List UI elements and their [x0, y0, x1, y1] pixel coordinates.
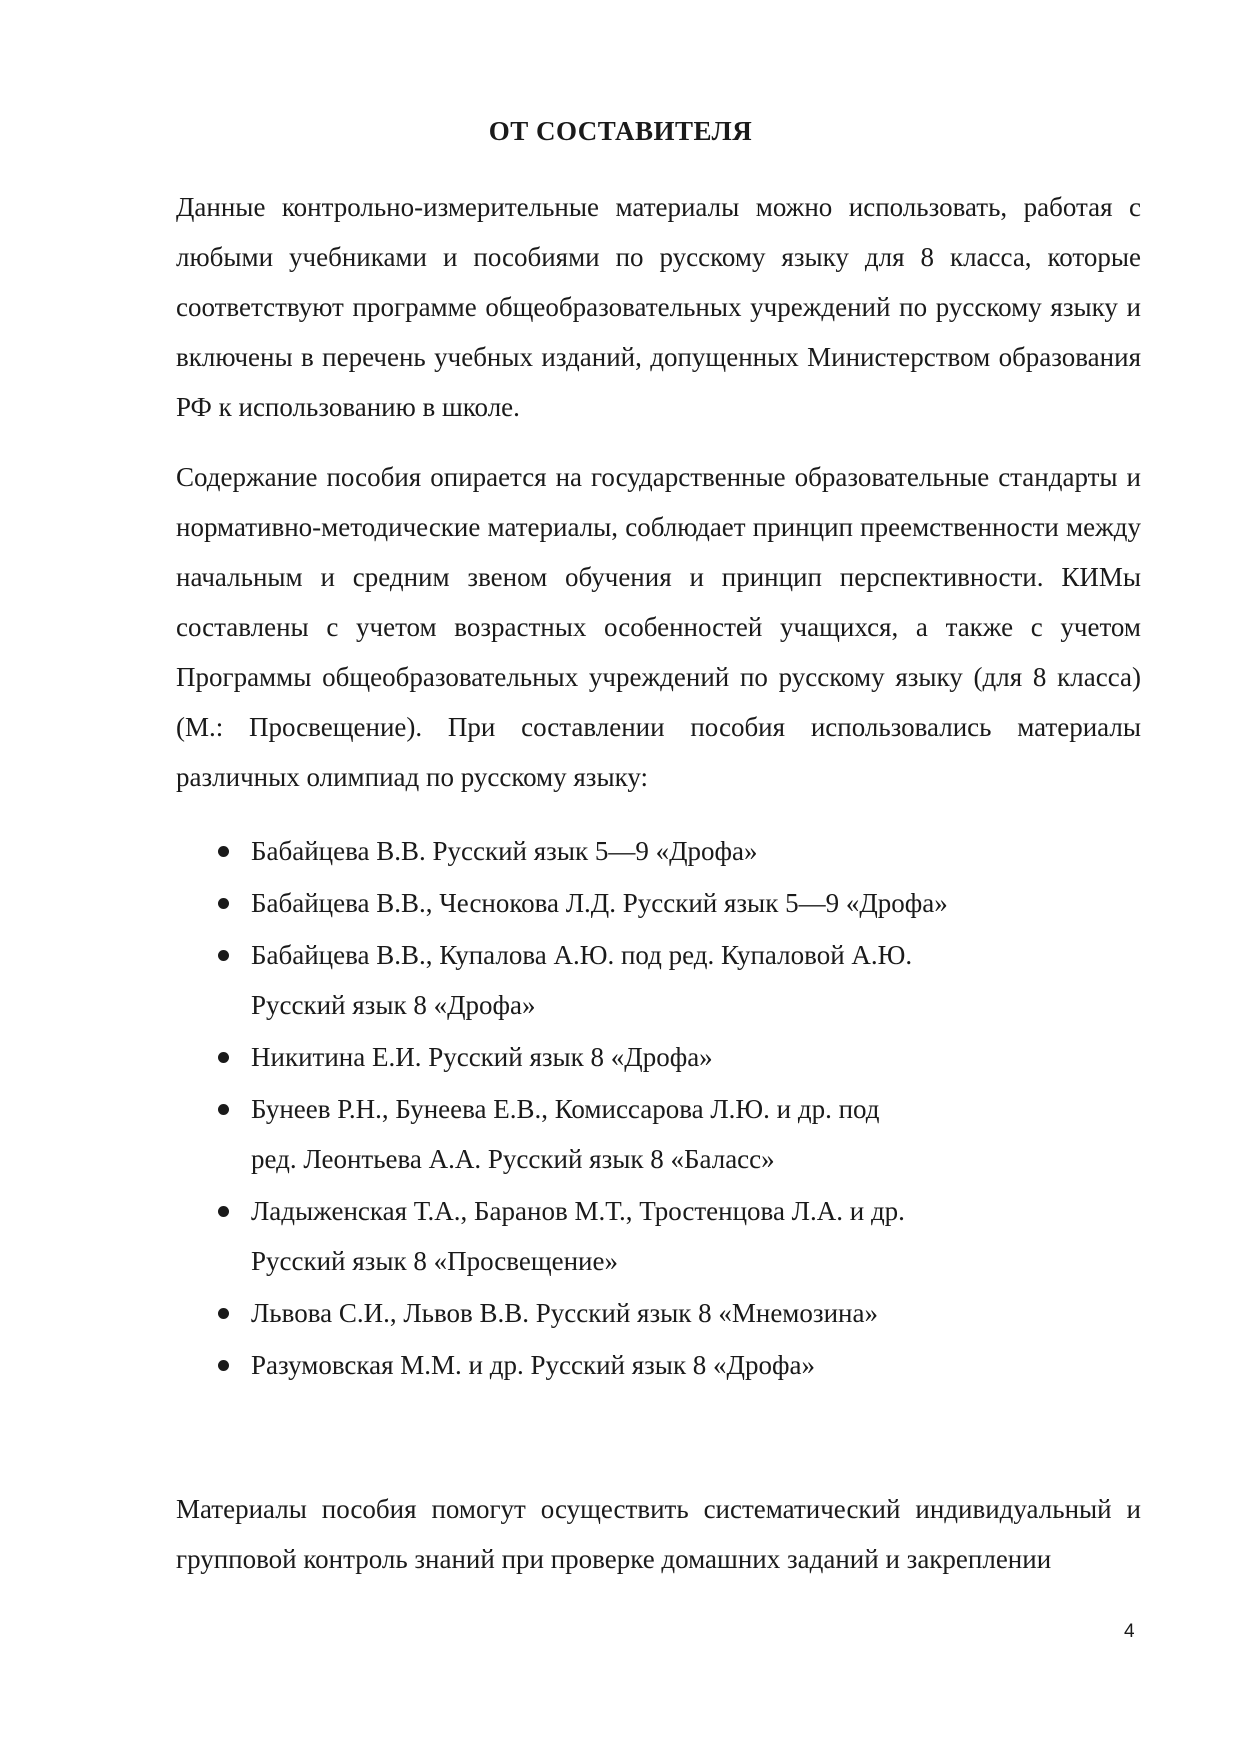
list-item-text-continued: Русский язык 8 «Просвещение» — [251, 1246, 618, 1276]
list-item — [176, 1032, 1076, 1082]
list-item — [176, 826, 1076, 876]
list-item-text-continued: ред. Леонтьева А.А. Русский язык 8 «Баласс» — [251, 1144, 775, 1174]
closing-paragraph: Материалы пособия помогут осуществить систематический индивидуальный и групповой контроль знаний при проверке домашних заданий и закреплении — [176, 1494, 1141, 1574]
page-number: 4 — [1124, 1621, 1135, 1642]
content-paragraph: Содержание пособия опирается на государственные образовательные стандарты и нормативно-методические материалы, соблюдает принцип преемственности между начальным и средним звеном обучения и принцип перспективности. КИМы составлены с учетом возрастных особенностей учащихся, а также с учетом Программы общеобразовательных учреждений по русскому языку (для 8 класса) (М.: Просвещение). При составлении пособия использовались материалы различных олимпиад по русскому языку: — [176, 462, 1141, 792]
textbook-list — [176, 826, 1076, 1392]
list-item-text: Львова С.И., Львов В.В. Русский язык 8 «Мнемозина» — [251, 1298, 878, 1328]
list-item — [176, 930, 1076, 1030]
list-item-text-continued: Русский язык 8 «Дрофа» — [251, 990, 536, 1020]
list-item-text: Бабайцева В.В., Купалова А.Ю. под ред. Купаловой А.Ю. — [251, 940, 913, 970]
list-item — [176, 1288, 1076, 1338]
list-item — [176, 1084, 1076, 1184]
list-item-text: Ладыженская Т.А., Баранов М.Т., Тростенцова Л.А. и др. — [251, 1196, 905, 1226]
bullet-icon — [218, 1104, 229, 1115]
list-item — [176, 878, 1076, 928]
list-item-text: Никитина Е.И. Русский язык 8 «Дрофа» — [251, 1042, 713, 1072]
page-title: ОТ СОСТАВИТЕЛЯ — [488, 116, 753, 146]
bullet-icon — [218, 1360, 229, 1371]
bullet-icon — [218, 950, 229, 961]
list-item-text: Бабайцева В.В., Чеснокова Л.Д. Русский язык 5—9 «Дрофа» — [251, 888, 948, 918]
bullet-icon — [218, 1206, 229, 1217]
bullet-icon — [218, 846, 229, 857]
list-item — [176, 1340, 1076, 1390]
list-item-text: Бунеев Р.Н., Бунеева Е.В., Комиссарова Л.Ю. и др. под — [251, 1094, 880, 1124]
list-item-text: Разумовская М.М. и др. Русский язык 8 «Дрофа» — [251, 1350, 815, 1380]
intro-paragraph: Данные контрольно-измерительные материалы можно использовать, работая с любыми учебниками и пособиями по русскому языку для 8 класса, которые соответствуют программе общеобразовательных учреждений по русскому языку и включены в перечень учебных изданий, допущенных Министерством образования РФ к использованию в школе. — [176, 192, 1141, 422]
list-item-text: Бабайцева В.В. Русский язык 5—9 «Дрофа» — [251, 836, 758, 866]
bullet-icon — [218, 1308, 229, 1319]
bullet-icon — [218, 898, 229, 909]
bullet-icon — [218, 1052, 229, 1063]
list-item — [176, 1186, 1076, 1286]
